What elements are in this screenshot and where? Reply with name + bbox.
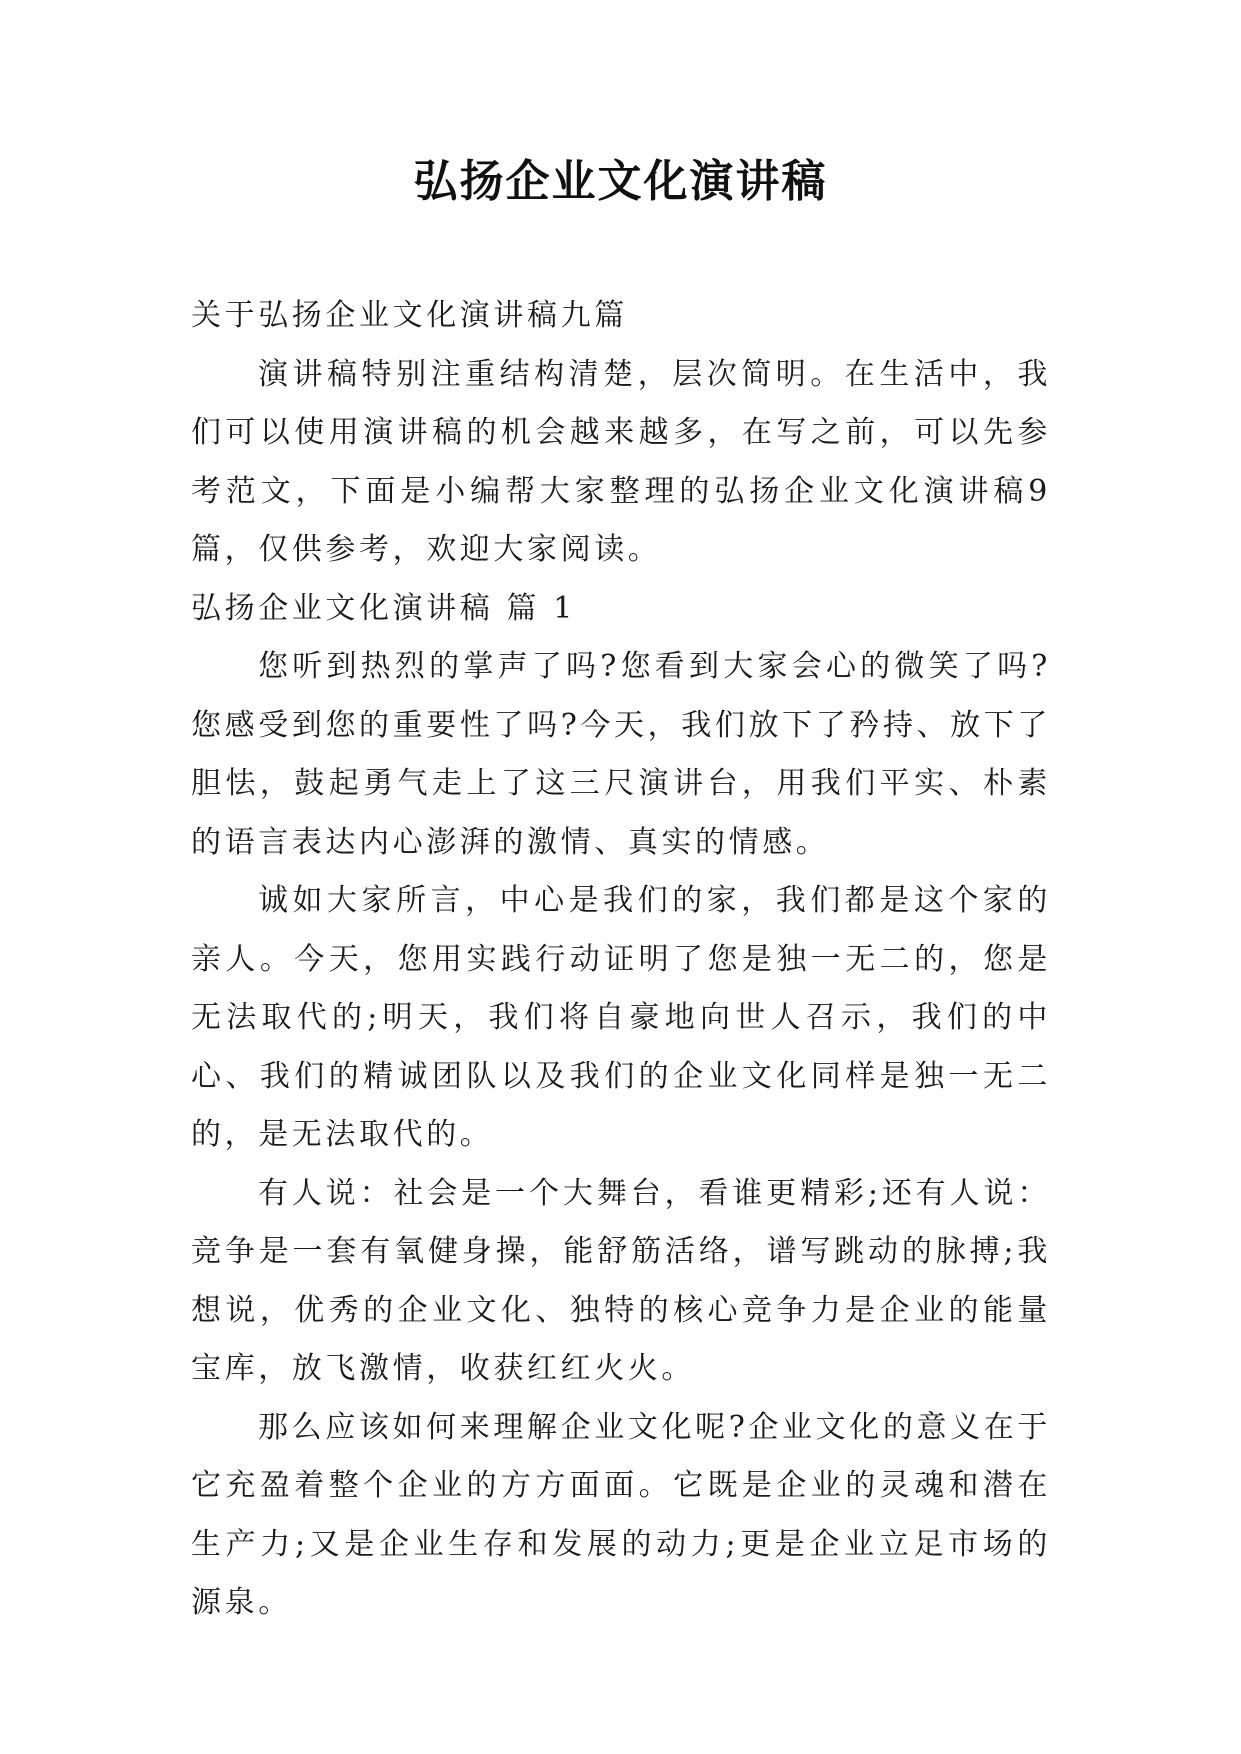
body-paragraph: 诚如大家所言，中心是我们的家，我们都是这个家的亲人。今天，您用实践行动证明了您是独一无二的，您是无法取代的;明天，我们将自豪地向世人召示，我们的中心、我们的精诚团队以及我们的企业文化同样是独一无二的，是无法取代的。	[191, 883, 1051, 1152]
body-paragraph: 有人说：社会是一个大舞台，看谁更精彩;还有人说：竞争是一套有氧健身操，能舒筋活络，谱写跳动的脉搏;我想说，优秀的企业文化、独特的核心竞争力是企业的能量宝库，放飞激情，收获红红火火。	[191, 1175, 1051, 1386]
body-paragraph: 您听到热烈的掌声了吗?您看到大家会心的微笑了吗?您感受到您的重要性了吗?今天，我们放下了矜持、放下了胆怯，鼓起勇气走上了这三尺演讲台，用我们平实、朴素的语言表达内心澎湃的激情、真实的情感。	[191, 649, 1051, 860]
section-heading: 弘扬企业文化演讲稿 篇 1	[191, 590, 576, 626]
document-title: 弘扬企业文化演讲稿	[413, 156, 828, 207]
intro-paragraph: 演讲稿特别注重结构清楚，层次简明。在生活中，我们可以使用演讲稿的机会越来越多，在写之前，可以先参考范文，下面是小编帮大家整理的弘扬企业文化演讲稿9篇，仅供参考，欢迎大家阅读。	[191, 356, 1051, 567]
document-subtitle: 关于弘扬企业文化演讲稿九篇	[191, 298, 628, 333]
body-paragraph: 那么应该如何来理解企业文化呢?企业文化的意义在于它充盈着整个企业的方方面面。它既是企业的灵魂和潜在生产力;又是企业生存和发展的动力;更是企业立足市场的源泉。	[191, 1409, 1051, 1620]
document-body	[191, 287, 1051, 1633]
